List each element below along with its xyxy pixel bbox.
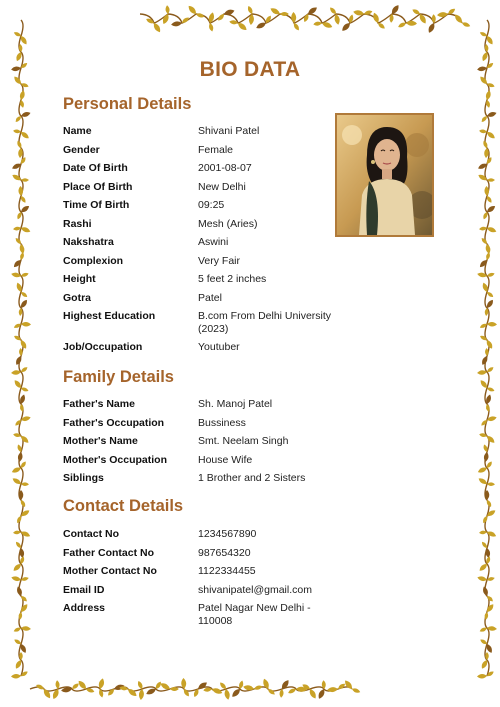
vine-leaf — [406, 21, 417, 27]
personal-row — [63, 199, 333, 212]
family-row — [63, 435, 333, 448]
vine-leaf — [17, 452, 23, 463]
contact-row — [63, 547, 333, 560]
field-label: Height — [63, 273, 96, 285]
field-label: Place Of Birth — [63, 180, 133, 193]
vine-leaf — [461, 21, 471, 28]
field-label: Date Of Birth — [63, 162, 128, 174]
field-value: Smt. Neelam Singh — [198, 435, 289, 447]
vine-leaf — [432, 14, 436, 23]
field-label: Contact No — [63, 528, 119, 540]
field-value: 1 Brother and 2 Sisters — [198, 472, 306, 484]
field-label: Rashi — [63, 217, 92, 230]
personal-row — [63, 236, 333, 249]
field-value: 5 feet 2 inches — [198, 273, 267, 285]
section-heading-family: Family Details — [63, 368, 174, 386]
field-label: Nakshatra — [63, 236, 114, 248]
vine-leaf — [483, 452, 489, 463]
field-value: B.com From Delhi University (2023) — [198, 310, 332, 335]
profile-photo — [335, 113, 434, 237]
contact-row — [63, 602, 333, 627]
field-value: Sh. Manoj Patel — [198, 398, 273, 410]
vine-leaf — [161, 13, 170, 25]
profile-photo-icon — [337, 115, 432, 235]
field-value: Patel Nagar New Delhi - 110008 — [198, 602, 311, 627]
field-label: Mother's Occupation — [63, 453, 168, 466]
field-label: Father Contact No — [63, 546, 155, 559]
vine-leaf — [437, 12, 448, 18]
vine-leaf — [98, 688, 104, 698]
field-value: Bussiness — [198, 416, 246, 429]
page-title: BIO DATA — [199, 58, 301, 81]
family-row — [63, 472, 333, 485]
field-label: Father's Occupation — [63, 416, 165, 429]
personal-row — [63, 341, 333, 354]
vine-leaf — [485, 244, 491, 255]
field-value: Youtuber — [198, 341, 240, 353]
field-value: 1122334455 — [198, 565, 256, 577]
vine-leaf — [485, 90, 492, 101]
vine-leaf — [477, 173, 488, 182]
field-label: Father's Name — [63, 398, 135, 410]
field-label: Mother's Name — [63, 435, 138, 447]
vine-leaf — [19, 252, 25, 261]
field-label: Email ID — [63, 583, 105, 596]
vine-leaf — [321, 21, 333, 30]
vine-leaf — [208, 22, 214, 32]
vine-leaf — [485, 252, 491, 261]
vine-leaf — [291, 12, 297, 23]
field-value: 1234567890 — [198, 528, 257, 540]
personal-row — [63, 162, 333, 175]
field-value: 2001-08-07 — [198, 162, 252, 174]
vine-leaf — [487, 482, 495, 486]
field-label: Gender — [63, 143, 100, 156]
field-label: Name — [63, 125, 92, 137]
personal-row — [63, 255, 333, 268]
vine-leaf — [21, 482, 29, 486]
field-label: Mother Contact No — [63, 565, 157, 577]
field-label: Job/Occupation — [63, 341, 143, 353]
contact-details-list — [63, 528, 333, 633]
vine-leaf — [427, 22, 436, 34]
personal-row — [63, 125, 333, 138]
vine-leaf — [487, 322, 497, 327]
field-value: Female — [198, 143, 234, 156]
personal-row — [63, 144, 333, 157]
section-heading-contact: Contact Details — [63, 497, 184, 515]
field-label: Siblings — [63, 472, 104, 484]
vine-leaf — [19, 244, 25, 255]
contact-row — [63, 528, 333, 541]
personal-row — [63, 292, 333, 305]
field-label: Complexion — [63, 254, 124, 267]
family-row — [63, 398, 333, 411]
field-value: Very Fair — [198, 254, 241, 267]
vine-leaf — [224, 688, 231, 700]
vine-leaf — [327, 687, 338, 693]
field-label: Address — [63, 602, 106, 614]
field-value: Shivani Patel — [198, 125, 260, 137]
section-heading-personal: Personal Details — [63, 95, 192, 113]
field-value: Mesh (Aries) — [198, 217, 258, 230]
vine-leaf — [42, 688, 52, 700]
field-value: shivanipatel@gmail.com — [198, 583, 312, 596]
field-value: 09:25 — [198, 199, 225, 211]
vine-leaf — [477, 674, 487, 679]
field-label: Highest Education — [63, 310, 156, 322]
personal-details-list — [63, 125, 333, 360]
vine-leaf — [19, 90, 26, 101]
vine-leaf — [165, 5, 170, 14]
field-value: Aswini — [198, 236, 229, 248]
personal-row — [63, 310, 333, 335]
field-label: Gotra — [63, 291, 92, 304]
family-details-list — [63, 398, 333, 491]
contact-row — [63, 584, 333, 597]
vine-leaf — [11, 674, 21, 679]
field-label: Time Of Birth — [63, 199, 130, 211]
personal-row — [63, 218, 333, 231]
field-value: Patel — [198, 291, 222, 304]
vine-leaf — [21, 322, 31, 327]
family-row — [63, 417, 333, 430]
contact-row — [63, 565, 333, 578]
vine-leaf — [351, 687, 361, 694]
personal-row — [63, 181, 333, 194]
personal-row — [63, 273, 333, 286]
field-value: New Delhi — [198, 180, 246, 193]
field-value: House Wife — [198, 453, 253, 466]
field-value: 987654320 — [198, 546, 251, 559]
family-row — [63, 454, 333, 467]
vine-leaf — [11, 173, 22, 182]
